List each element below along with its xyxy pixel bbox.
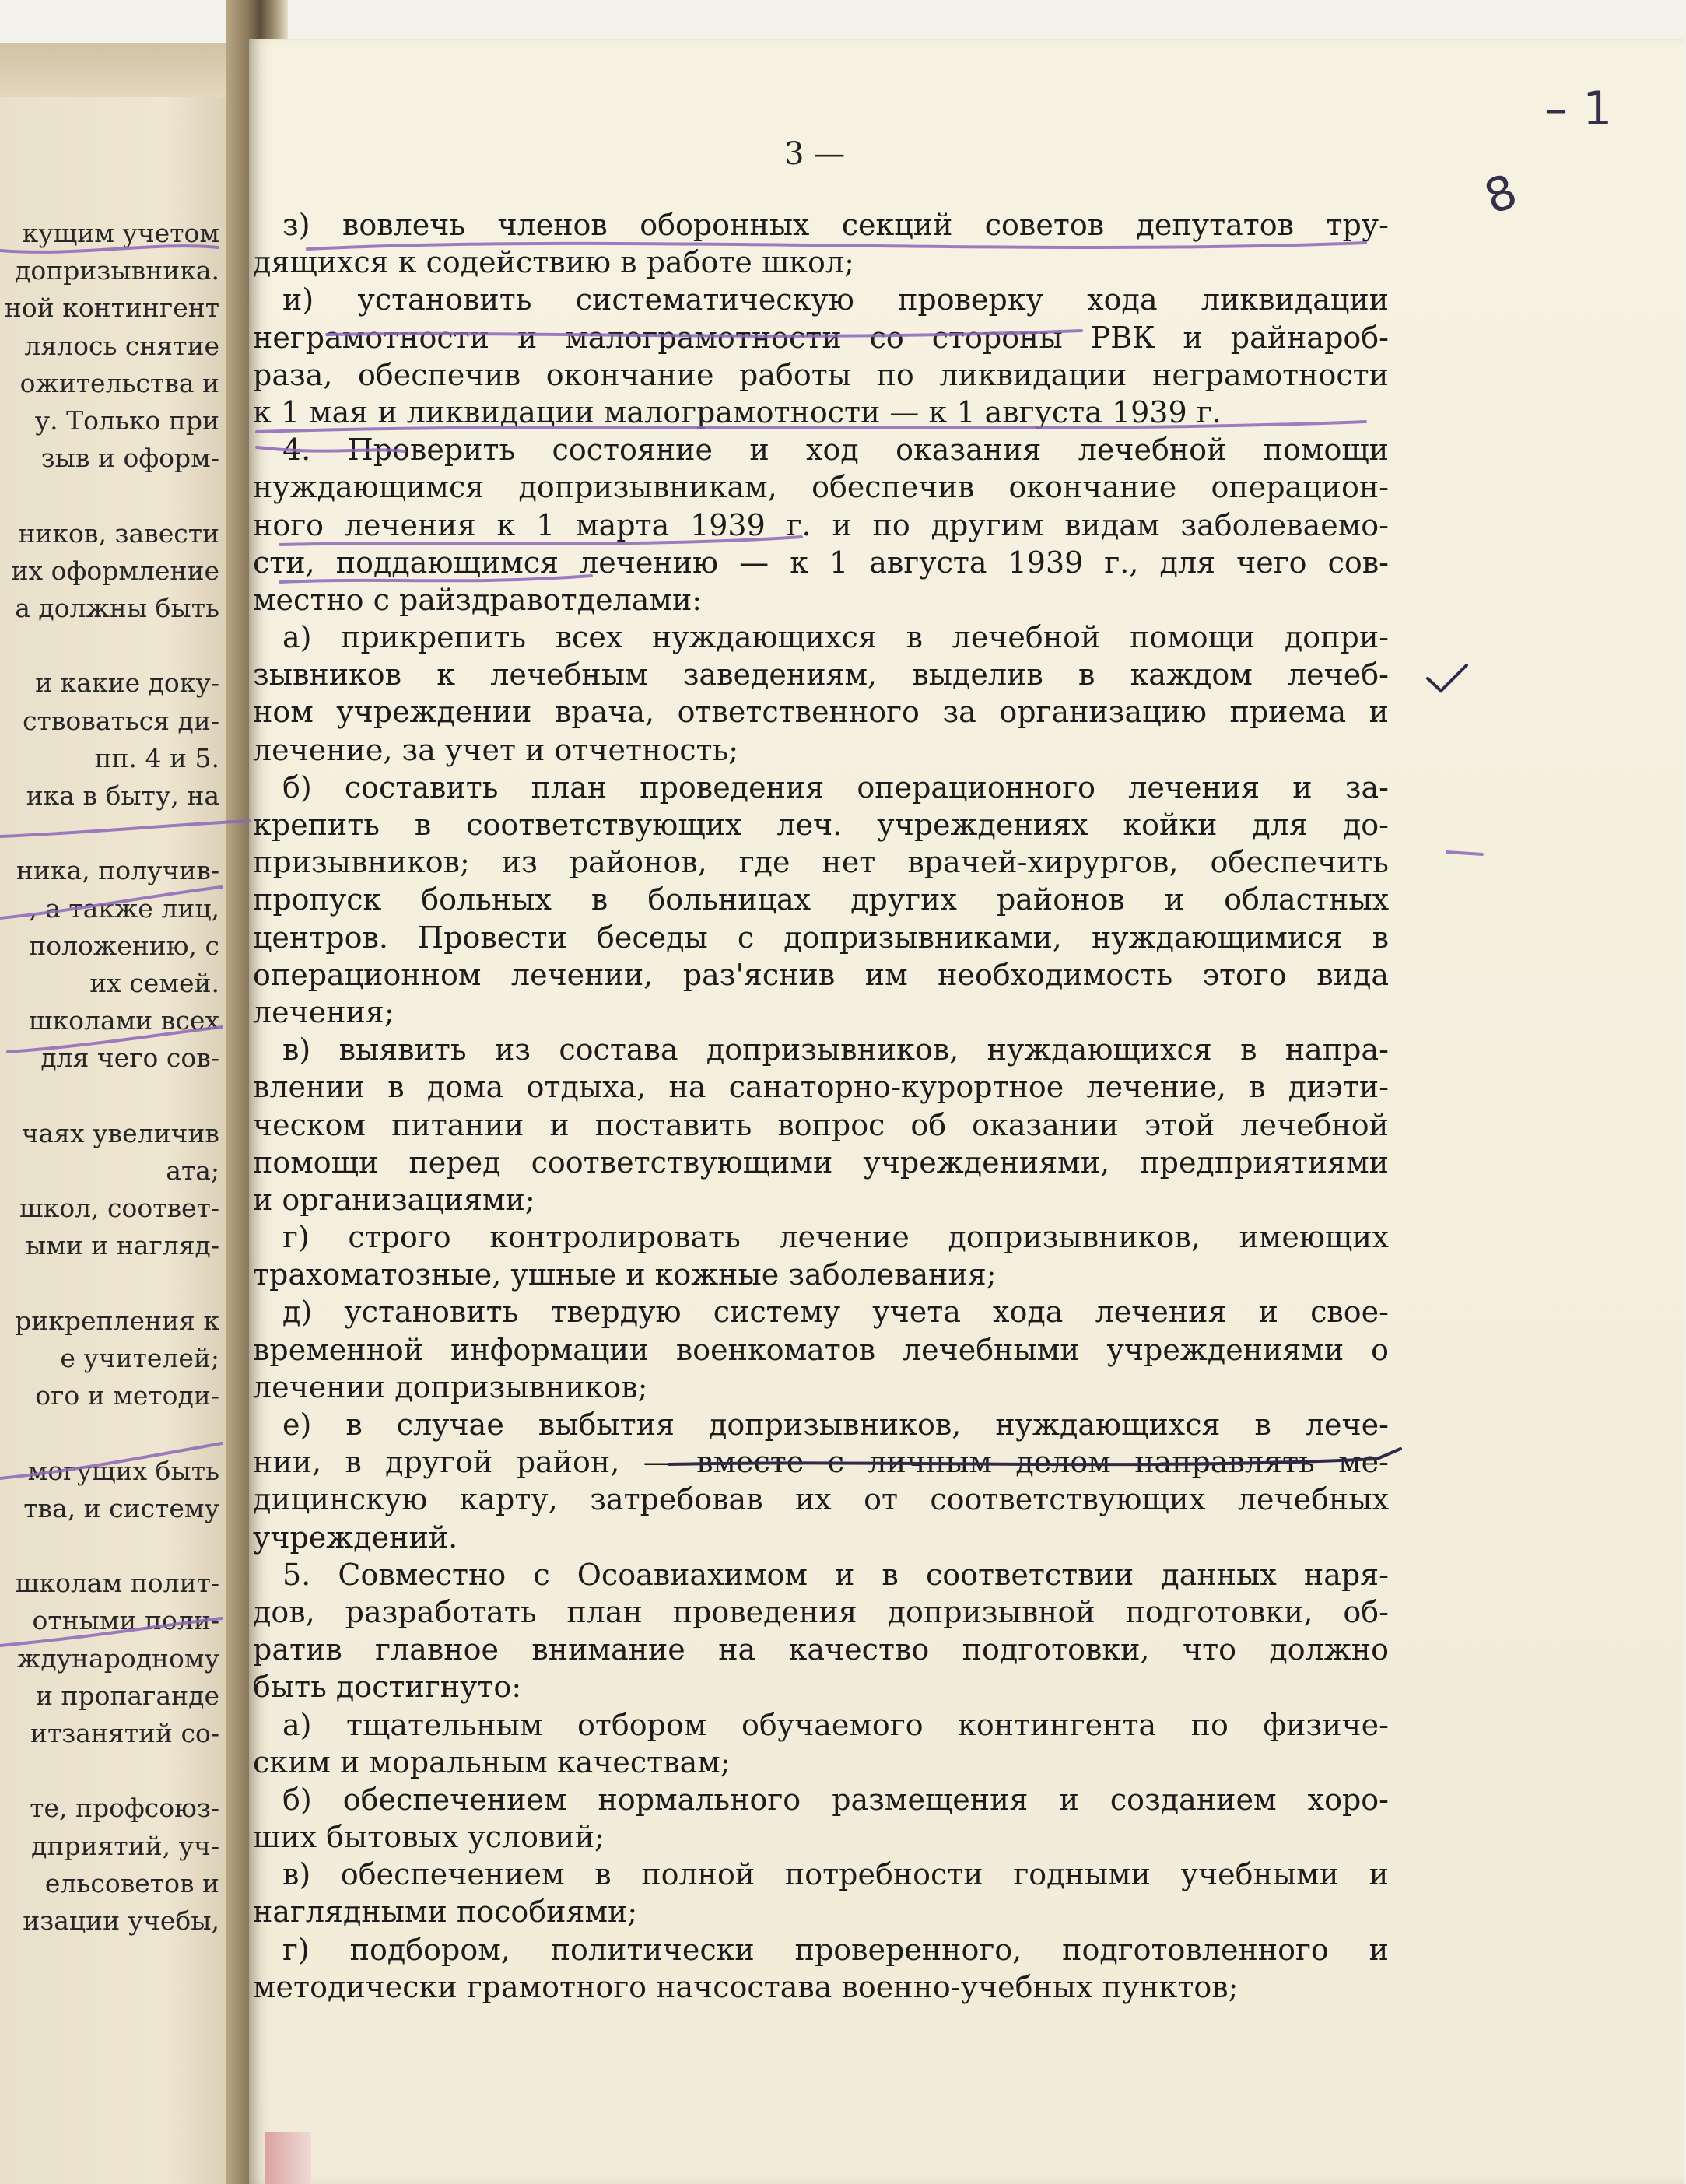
text-line: з) вовлечь членов оборонных секций советов депутатов тру-: [282, 208, 1389, 242]
text-line: г) подбором, политически проверенного, подготовленного и: [282, 1932, 1389, 1967]
margin-number: 8: [1477, 163, 1525, 226]
text-line: ших бытовых условий;: [253, 1820, 605, 1855]
corner-mark: – 1: [1544, 82, 1613, 136]
text-line: пропуск больных в больницах других районов и областных: [253, 882, 1389, 917]
text-line: методически грамотного начсостава военно-учебных пунктов;: [253, 1969, 1239, 2004]
text-line: быть достигнуто:: [253, 1670, 522, 1705]
left-text-line: для чего сов-: [40, 1043, 219, 1074]
page-number: 3 —: [784, 136, 846, 172]
left-underline-1: [0, 246, 218, 252]
left-text-line: и какие доку-: [35, 668, 219, 699]
left-text-line: е учителей;: [60, 1343, 219, 1373]
text-line: лечение, за учет и отчетность;: [253, 732, 739, 767]
left-text-line: рикрепления к: [15, 1305, 219, 1336]
underline-line9: [280, 537, 801, 545]
text-line: наглядными пособиями;: [253, 1895, 638, 1930]
text-line: а) тщательным отбором обучаемого контингента по физиче-: [282, 1707, 1389, 1742]
left-text-line: ника, получив-: [16, 855, 219, 886]
text-line: ном учреждении врача, ответственного за организацию приема и: [253, 695, 1389, 730]
text-line: раза, обеспечив окончание работы по ликвидации неграмотности: [253, 357, 1389, 392]
check-mark: [1428, 665, 1467, 691]
left-text-line: изации учебы,: [23, 1905, 219, 1936]
left-underline-2: [0, 821, 249, 836]
text-line: в) обеспечением в полной потребности годными учебными и: [282, 1857, 1389, 1892]
text-line: операционном лечении, раз'яснив им необходимость этого вида: [253, 957, 1389, 992]
left-text-line: ого и методи-: [35, 1380, 219, 1411]
left-text-line: у. Только при: [34, 405, 219, 436]
left-text-line: их оформление: [11, 555, 219, 586]
text-line: 4. Проверить состояние и ход оказания лечебной помощи: [282, 433, 1389, 468]
underline-line3: [327, 331, 1081, 336]
left-text-line: положению, с: [29, 930, 219, 961]
left-text-line: отными поли-: [32, 1605, 219, 1636]
left-text-line: лялось снятие: [24, 330, 219, 361]
text-line: неграмотности и малограмотности со стороны РВК и райнароб-: [253, 320, 1389, 355]
text-line: крепить в соответствующих леч. учреждениях койки для до-: [253, 808, 1389, 842]
left-underline-4: [8, 1027, 222, 1052]
text-line: местно с райздравотделами:: [253, 582, 703, 617]
left-text-line: чаях увеличив: [21, 1117, 219, 1148]
text-line: б) составить план проведения операционного лечения и за-: [282, 769, 1389, 805]
text-line: к 1 мая и ликвидации малограмотности — к 1 августа 1939 г.: [253, 394, 1222, 429]
text-line: трахоматозные, ушные и кожные заболевания;: [253, 1257, 997, 1292]
text-line: и) установить систематическую проверку хода ликвидации: [282, 282, 1389, 317]
left-text-line: школам полит-: [15, 1568, 219, 1599]
left-text-line: , а также лиц,: [29, 892, 219, 924]
text-line: ного лечения к 1 марта 1939 г. и по другим видам заболеваемо-: [253, 507, 1389, 542]
left-underline-5: [0, 1443, 222, 1478]
text-line: зывников к лечебным заведениям, выделив в каждом лечеб-: [253, 657, 1389, 692]
text-line: б) обеспечением нормального размещения и созданием хоро-: [282, 1782, 1389, 1817]
left-text-line: ждународному: [16, 1642, 219, 1674]
left-text-line: ика в быту, на: [26, 780, 219, 811]
left-text-line: их семей.: [89, 968, 219, 998]
underline-line1: [307, 243, 1365, 249]
left-text-line: и пропаганде: [36, 1680, 219, 1711]
text-line: учреждений.: [253, 1520, 458, 1555]
left-text-line: те, профсоюз-: [30, 1793, 219, 1824]
underline-line10: [280, 576, 591, 582]
left-text-line: ожительства и: [19, 367, 219, 398]
text-line: ратив главное внимание на качество подготовки, что должно: [253, 1632, 1389, 1667]
text-line: помощи перед соответствующими учреждениями, предприятиями: [253, 1145, 1389, 1180]
text-line: дящихся к содействию в работе школ;: [253, 245, 854, 280]
left-underline-6: [0, 1618, 222, 1646]
text-line: сти, поддающимся лечению — к 1 августа 1939 г., для чего сов-: [253, 545, 1389, 580]
left-text-line: ников, завести: [18, 517, 219, 549]
text-line: в) выявить из состава допризывников, нуждающихся в напра-: [282, 1032, 1389, 1067]
text-line: и организациями;: [253, 1182, 535, 1217]
text-line: влении в дома отдыха, на санаторно-курортное лечение, в диэти-: [253, 1070, 1389, 1105]
text-line: е) в случае выбытия допризывников, нуждающихся в лече-: [282, 1408, 1389, 1442]
left-text-line: дприятий, уч-: [31, 1830, 219, 1861]
text-line: ческом питании и поставить вопрос об оказании этой лечебной: [253, 1107, 1389, 1142]
left-text-line: школ, соответ-: [19, 1193, 219, 1224]
left-text-line: допризывника.: [15, 255, 219, 286]
left-text-line: школами всех: [28, 1005, 219, 1036]
underline-line6: [257, 422, 1365, 432]
text-line: лечении допризывников;: [253, 1369, 648, 1404]
text-line: 5. Совместно с Осоавиахимом и в соответствии данных наря-: [282, 1557, 1389, 1592]
left-text-line: ата;: [166, 1155, 219, 1186]
left-text-line: тва, и систему: [23, 1492, 219, 1523]
underline-line6-b: [257, 447, 405, 451]
underline-medical-card: [669, 1449, 1400, 1464]
text-line: центров. Провести беседы с допризывниками, нуждающимися в: [253, 920, 1389, 955]
text-line: лечения;: [253, 994, 394, 1029]
left-text-line: ствоваться ди-: [23, 705, 219, 736]
text-line: г) строго контролировать лечение допризывников, имеющих: [282, 1220, 1389, 1255]
left-text-line: ыми и нагляд-: [25, 1230, 219, 1261]
text-line: д) установить твердую систему учета хода лечения и свое-: [282, 1295, 1389, 1330]
left-underline-3: [0, 887, 222, 918]
text-line: дов, разработать план проведения допризывной подготовки, об-: [253, 1594, 1389, 1629]
text-line: нуждающимся допризывникам, обеспечив окончание операцион-: [253, 470, 1389, 505]
text-line: призывников; из районов, где нет врачей-хирургов, обеспечить: [253, 845, 1389, 880]
text-line: временной информации военкоматов лечебными учреждениями о: [253, 1332, 1389, 1367]
left-text-line: кущим учетом: [22, 218, 219, 248]
text-line: дицинскую карту, затребовав их от соответствующих лечебных: [253, 1482, 1389, 1517]
text-line: нии, в другой район, — вместе с личным делом направлять ме-: [253, 1445, 1389, 1480]
left-text-line: могущих быть: [27, 1455, 219, 1486]
left-text-line: пп. 4 и 5.: [94, 742, 219, 773]
left-text-line: а должны быть: [15, 593, 219, 623]
text-line: а) прикрепить всех нуждающихся в лечебной помощи допри-: [282, 620, 1389, 655]
text-line: ским и моральным качествам;: [253, 1744, 731, 1779]
left-text-line: ной контингент: [4, 293, 219, 324]
left-text-line: ельсоветов и: [44, 1867, 219, 1898]
left-text-line: итзанятий со-: [30, 1718, 219, 1748]
margin-dash: [1447, 852, 1482, 854]
left-text-line: зыв и оформ-: [40, 443, 219, 474]
